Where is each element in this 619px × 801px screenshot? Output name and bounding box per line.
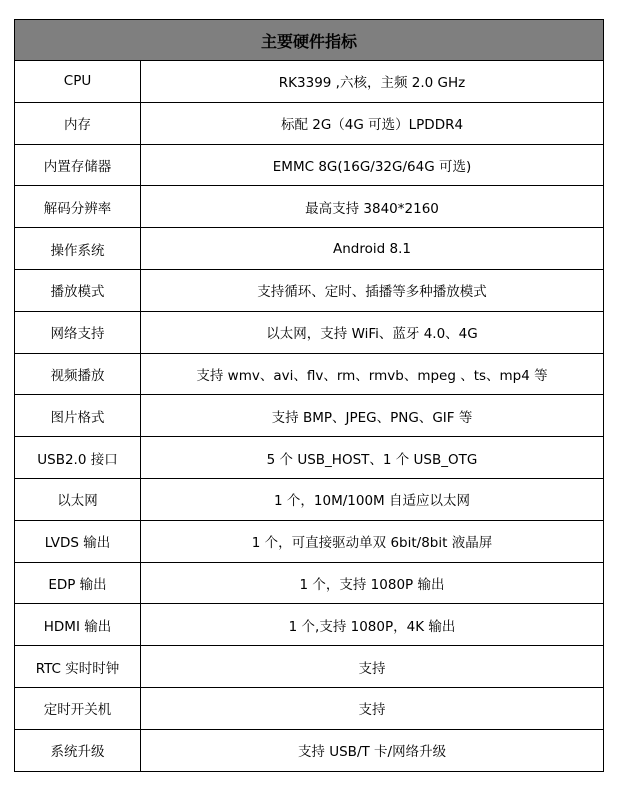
spec-value-cell: 支持 (141, 687, 604, 729)
spec-value-cell: 支持 (141, 646, 604, 688)
hardware-spec-table (14, 19, 604, 772)
spec-value-cell: 5 个 USB_HOST、1 个 USB_OTG (141, 437, 604, 479)
table-row (15, 61, 604, 103)
table-row (15, 729, 604, 771)
table-row (15, 353, 604, 395)
spec-name-cell: 视频播放 (15, 353, 141, 395)
spec-value-cell: 1 个,支持 1080P，4K 输出 (141, 604, 604, 646)
spec-name-cell: 内置存储器 (15, 144, 141, 186)
spec-name-cell: 播放模式 (15, 269, 141, 311)
spec-value-cell: 最高支持 3840*2160 (141, 186, 604, 228)
spec-value-cell: 标配 2G（4G 可选）LPDDR4 (141, 102, 604, 144)
table-row (15, 437, 604, 479)
table-row (15, 687, 604, 729)
spec-value-cell: 支持 wmv、avi、flv、rm、rmvb、mpeg 、ts、mp4 等 (141, 353, 604, 395)
spec-name-cell: 操作系统 (15, 228, 141, 270)
table-row (15, 520, 604, 562)
spec-name-cell: 内存 (15, 102, 141, 144)
spec-value-cell: 支持 USB/T 卡/网络升级 (141, 729, 604, 771)
table-header-row (15, 20, 604, 61)
spec-name-cell: LVDS 输出 (15, 520, 141, 562)
table-row (15, 186, 604, 228)
table-row (15, 144, 604, 186)
spec-value-cell: RK3399 ,六核，主频 2.0 GHz (141, 61, 604, 103)
spec-value-cell: 1 个，支持 1080P 输出 (141, 562, 604, 604)
spec-name-cell: HDMI 输出 (15, 604, 141, 646)
table-row (15, 228, 604, 270)
table-row (15, 269, 604, 311)
spec-value-cell: EMMC 8G(16G/32G/64G 可选) (141, 144, 604, 186)
table-row (15, 102, 604, 144)
table-row (15, 562, 604, 604)
spec-name-cell: 定时开关机 (15, 687, 141, 729)
table-title: 主要硬件指标 (15, 20, 604, 61)
table-row (15, 604, 604, 646)
spec-name-cell: RTC 实时时钟 (15, 646, 141, 688)
table-row (15, 395, 604, 437)
spec-name-cell: EDP 输出 (15, 562, 141, 604)
spec-value-cell: 1 个，10M/100M 自适应以太网 (141, 478, 604, 520)
table-row (15, 478, 604, 520)
spec-name-cell: 图片格式 (15, 395, 141, 437)
table-row (15, 646, 604, 688)
spec-value-cell: Android 8.1 (141, 228, 604, 270)
spec-value-cell: 支持循环、定时、插播等多种播放模式 (141, 269, 604, 311)
spec-name-cell: CPU (15, 61, 141, 103)
table-row (15, 311, 604, 353)
spec-name-cell: 解码分辨率 (15, 186, 141, 228)
spec-value-cell: 支持 BMP、JPEG、PNG、GIF 等 (141, 395, 604, 437)
spec-name-cell: 网络支持 (15, 311, 141, 353)
spec-value-cell: 以太网，支持 WiFi、蓝牙 4.0、4G (141, 311, 604, 353)
spec-name-cell: 以太网 (15, 478, 141, 520)
spec-name-cell: 系统升级 (15, 729, 141, 771)
spec-name-cell: USB2.0 接口 (15, 437, 141, 479)
spec-value-cell: 1 个，可直接驱动单双 6bit/8bit 液晶屏 (141, 520, 604, 562)
